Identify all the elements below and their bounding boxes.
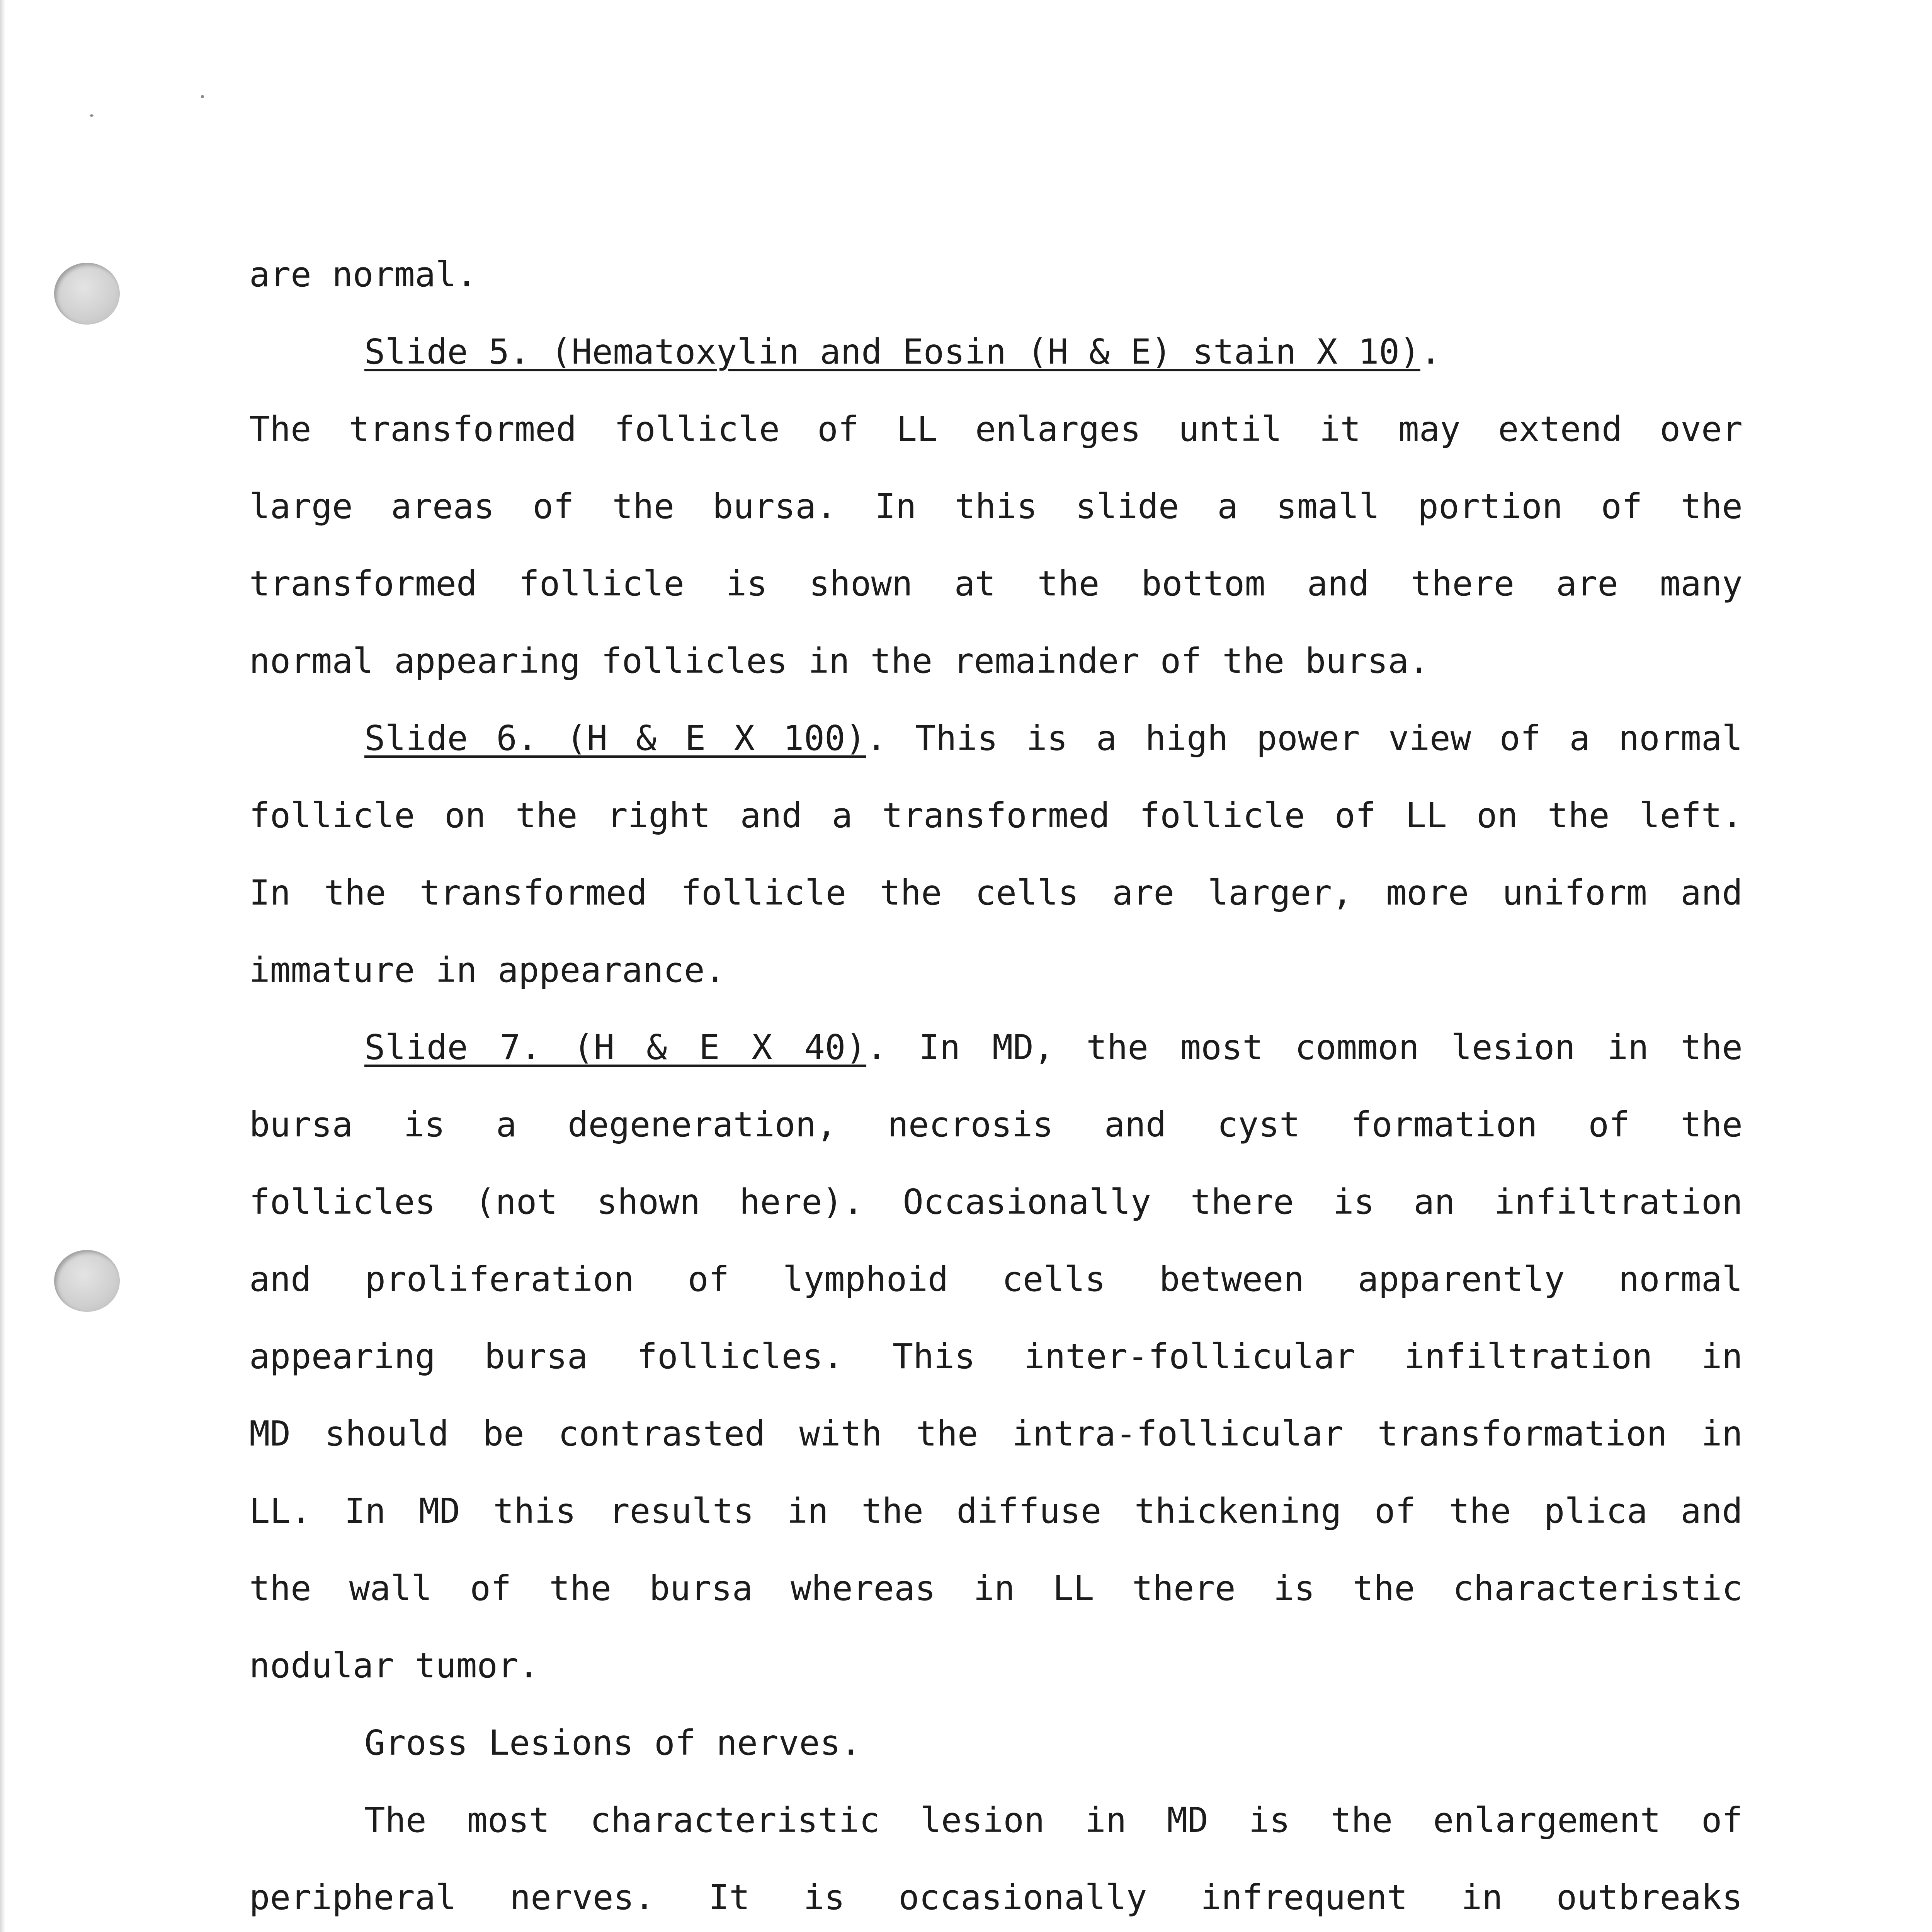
text-line: The most characteristic lesion in MD is the enlargement of xyxy=(364,1800,1743,1840)
slide-7-heading-tail: . In MD, the most common lesion in the xyxy=(866,1027,1743,1067)
text-line: peripheral nerves. It is occasionally infrequent in outbreaks xyxy=(249,1877,1743,1917)
text-line: LL. In MD this results in the diffuse thickening of the plica and xyxy=(249,1491,1743,1531)
page-edge-shadow xyxy=(0,0,5,1932)
slide-6-heading: Slide 6. (H & E X 100) xyxy=(364,718,866,758)
gross-lesions-heading: Gross Lesions of nerves. xyxy=(364,1723,861,1763)
text-line: nodular tumor. xyxy=(249,1645,539,1685)
slide-5-heading-line xyxy=(249,313,1743,390)
punch-hole-top xyxy=(54,263,120,325)
text-line: and proliferation of lymphoid cells between apparently normal xyxy=(249,1259,1743,1299)
text-line: In the transformed follicle the cells are larger, more uniform and xyxy=(249,872,1743,913)
text-line: transformed follicle is shown at the bottom and there are many xyxy=(249,563,1743,604)
slide-7-heading: Slide 7. (H & E X 40) xyxy=(364,1027,867,1067)
slide-6-heading-tail: . This is a high power view of a normal xyxy=(866,718,1743,758)
text-line: are normal. xyxy=(249,254,477,294)
text-line: follicles (not shown here). Occasionally there is an infiltration xyxy=(249,1182,1743,1222)
text-line: The transformed follicle of LL enlarges until it may extend over xyxy=(249,409,1743,449)
slide-5-heading: Slide 5. (Hematoxylin and Eosin (H & E) stain X 10) xyxy=(364,332,1420,372)
slide-7-heading-line xyxy=(249,1009,1743,1086)
text-line: the wall of the bursa whereas in LL there is the characteristic xyxy=(249,1568,1743,1608)
scan-speck xyxy=(201,95,204,98)
text-line: follicle on the right and a transformed follicle of LL on the left. xyxy=(249,795,1743,835)
slide-5-heading-tail: . xyxy=(1420,332,1441,372)
text-line: normal appearing follicles in the remainder of the bursa. xyxy=(249,641,1430,681)
text-line: appearing bursa follicles. This inter-follicular infiltration in xyxy=(249,1336,1743,1376)
punch-hole-middle xyxy=(54,1250,120,1312)
text-line: large areas of the bursa. In this slide a small portion of the xyxy=(249,486,1743,526)
text-line: immature in appearance. xyxy=(249,950,726,990)
text-line: bursa is a degeneration, necrosis and cyst formation of the xyxy=(249,1104,1743,1145)
slide-6-heading-line xyxy=(249,699,1743,777)
scan-speck xyxy=(90,114,94,117)
text-line: MD should be contrasted with the intra-follicular transformation in xyxy=(249,1413,1743,1454)
body-text xyxy=(249,236,1743,1932)
